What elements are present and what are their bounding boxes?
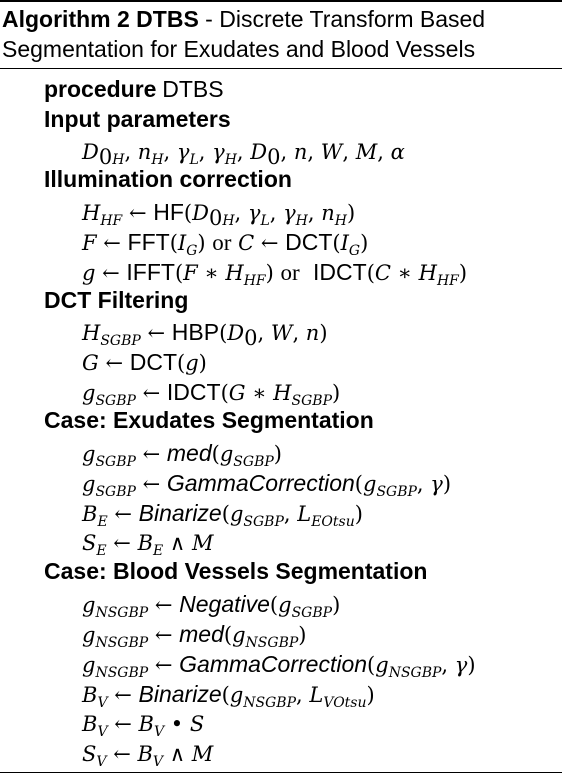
caption-text-1: - Discrete Transform Based — [198, 6, 486, 32]
section-illumination-correction: Illumination correction — [44, 166, 292, 192]
step-exudates-binarize: $B_E$ ← $Binarize(g_{SGBP}$, $L_{EOtsu}$) — [82, 500, 363, 530]
step-vessels-closing: $B_V$ ← $B_V$ • S — [82, 712, 205, 740]
fn-gamma-1: GammaCorrection — [166, 470, 355, 496]
step-vessels-negative: $g_{NSGBP}$ ← $Negative(g_{SGBP})$ — [82, 591, 341, 621]
step-exudates-mask: $S_E$ ← $B_E$ ∧ M — [82, 531, 214, 559]
procedure-keyword: procedure — [44, 76, 157, 102]
section-dct-filtering: DCT Filtering — [44, 287, 189, 313]
step-dct-g: G ← DCT(g) — [82, 349, 207, 375]
section-blood-vessels: Case: Blood Vessels Segmentation — [44, 558, 428, 584]
caption-rule — [0, 68, 562, 69]
algorithm-caption — [2, 4, 558, 34]
fn-binarize-1: Binarize — [138, 500, 222, 526]
fn-dct-2: DCT — [129, 349, 178, 375]
fn-idct-1: IDCT — [313, 259, 367, 285]
step-hsgbp: $H_{SGBP}$ ← $HBP(D_0$, W, n) — [82, 319, 328, 350]
procedure-line — [44, 74, 224, 105]
section-input-parameters: Input parameters — [44, 106, 231, 132]
top-rule — [0, 0, 562, 2]
fn-med-1: med — [166, 440, 212, 466]
step-vessels-binarize: $B_V$ ← $Binarize(g_{NSGBP}$, $L_{VOtsu}$) — [82, 681, 375, 711]
fn-med-2: med — [179, 621, 224, 647]
fn-fft: FFT — [127, 229, 170, 255]
algorithm-label: Algorithm 2 DTBS — [2, 6, 199, 32]
word-or-1: or — [212, 230, 232, 255]
fn-hbp: HBP — [171, 319, 220, 345]
step-fft-or-dct: F ← $FFT(I_G)$ or C ← $DCT(I_G)$ — [82, 229, 369, 259]
fn-hf: HF — [153, 199, 184, 225]
fn-binarize-2: Binarize — [138, 681, 222, 707]
fn-dct-1: DCT — [285, 229, 333, 255]
step-exudates-gamma: $g_{SGBP}$ ← $GammaCorrection(g_{SGBP}$, γ) — [82, 470, 452, 500]
step-vessels-mask: $S_V$ ← $B_V$ ∧ M — [82, 742, 214, 770]
fn-negative: Negative — [179, 591, 270, 617]
step-hhf: $H_{HF}$ ← $HF(D_{0H}$, $\gamma_L$, $\gamma_H$, $n_H$) — [82, 199, 356, 230]
algorithm-caption-line2 — [2, 34, 558, 64]
step-vessels-median: $g_{NSGBP}$ ← $med(g_{NSGBP})$ — [82, 621, 307, 651]
word-or-2: or — [280, 260, 300, 285]
step-gsgbp: $g_{SGBP}$ ← IDCT(G ∗ $H_{SGBP}$) — [82, 379, 341, 409]
bottom-rule — [0, 772, 562, 773]
procedure-name: DTBS — [162, 76, 224, 102]
fn-idct-2: IDCT — [166, 379, 221, 405]
input-parameters-list: $D_{0H}$, $n_H$, $\gamma_L$, $\gamma_H$, $D_0$, n, W, M, α — [82, 140, 405, 169]
step-inverse-transform: g ← IFFT(F ∗ $H_{HF}$) or IDCT(C ∗ $H_{HF}$) — [82, 259, 468, 289]
section-exudates: Case: Exudates Segmentation — [44, 407, 374, 433]
fn-gamma-2: GammaCorrection — [179, 651, 368, 677]
caption-text-2: Segmentation for Exudates and Blood Vessels — [2, 36, 476, 62]
step-exudates-median: $g_{SGBP}$ ← $med(g_{SGBP})$ — [82, 440, 282, 470]
fn-ifft: IFFT — [126, 259, 175, 285]
step-vessels-gamma: $g_{NSGBP}$ ← $GammaCorrection(g_{NSGBP}$, γ) — [82, 651, 476, 681]
